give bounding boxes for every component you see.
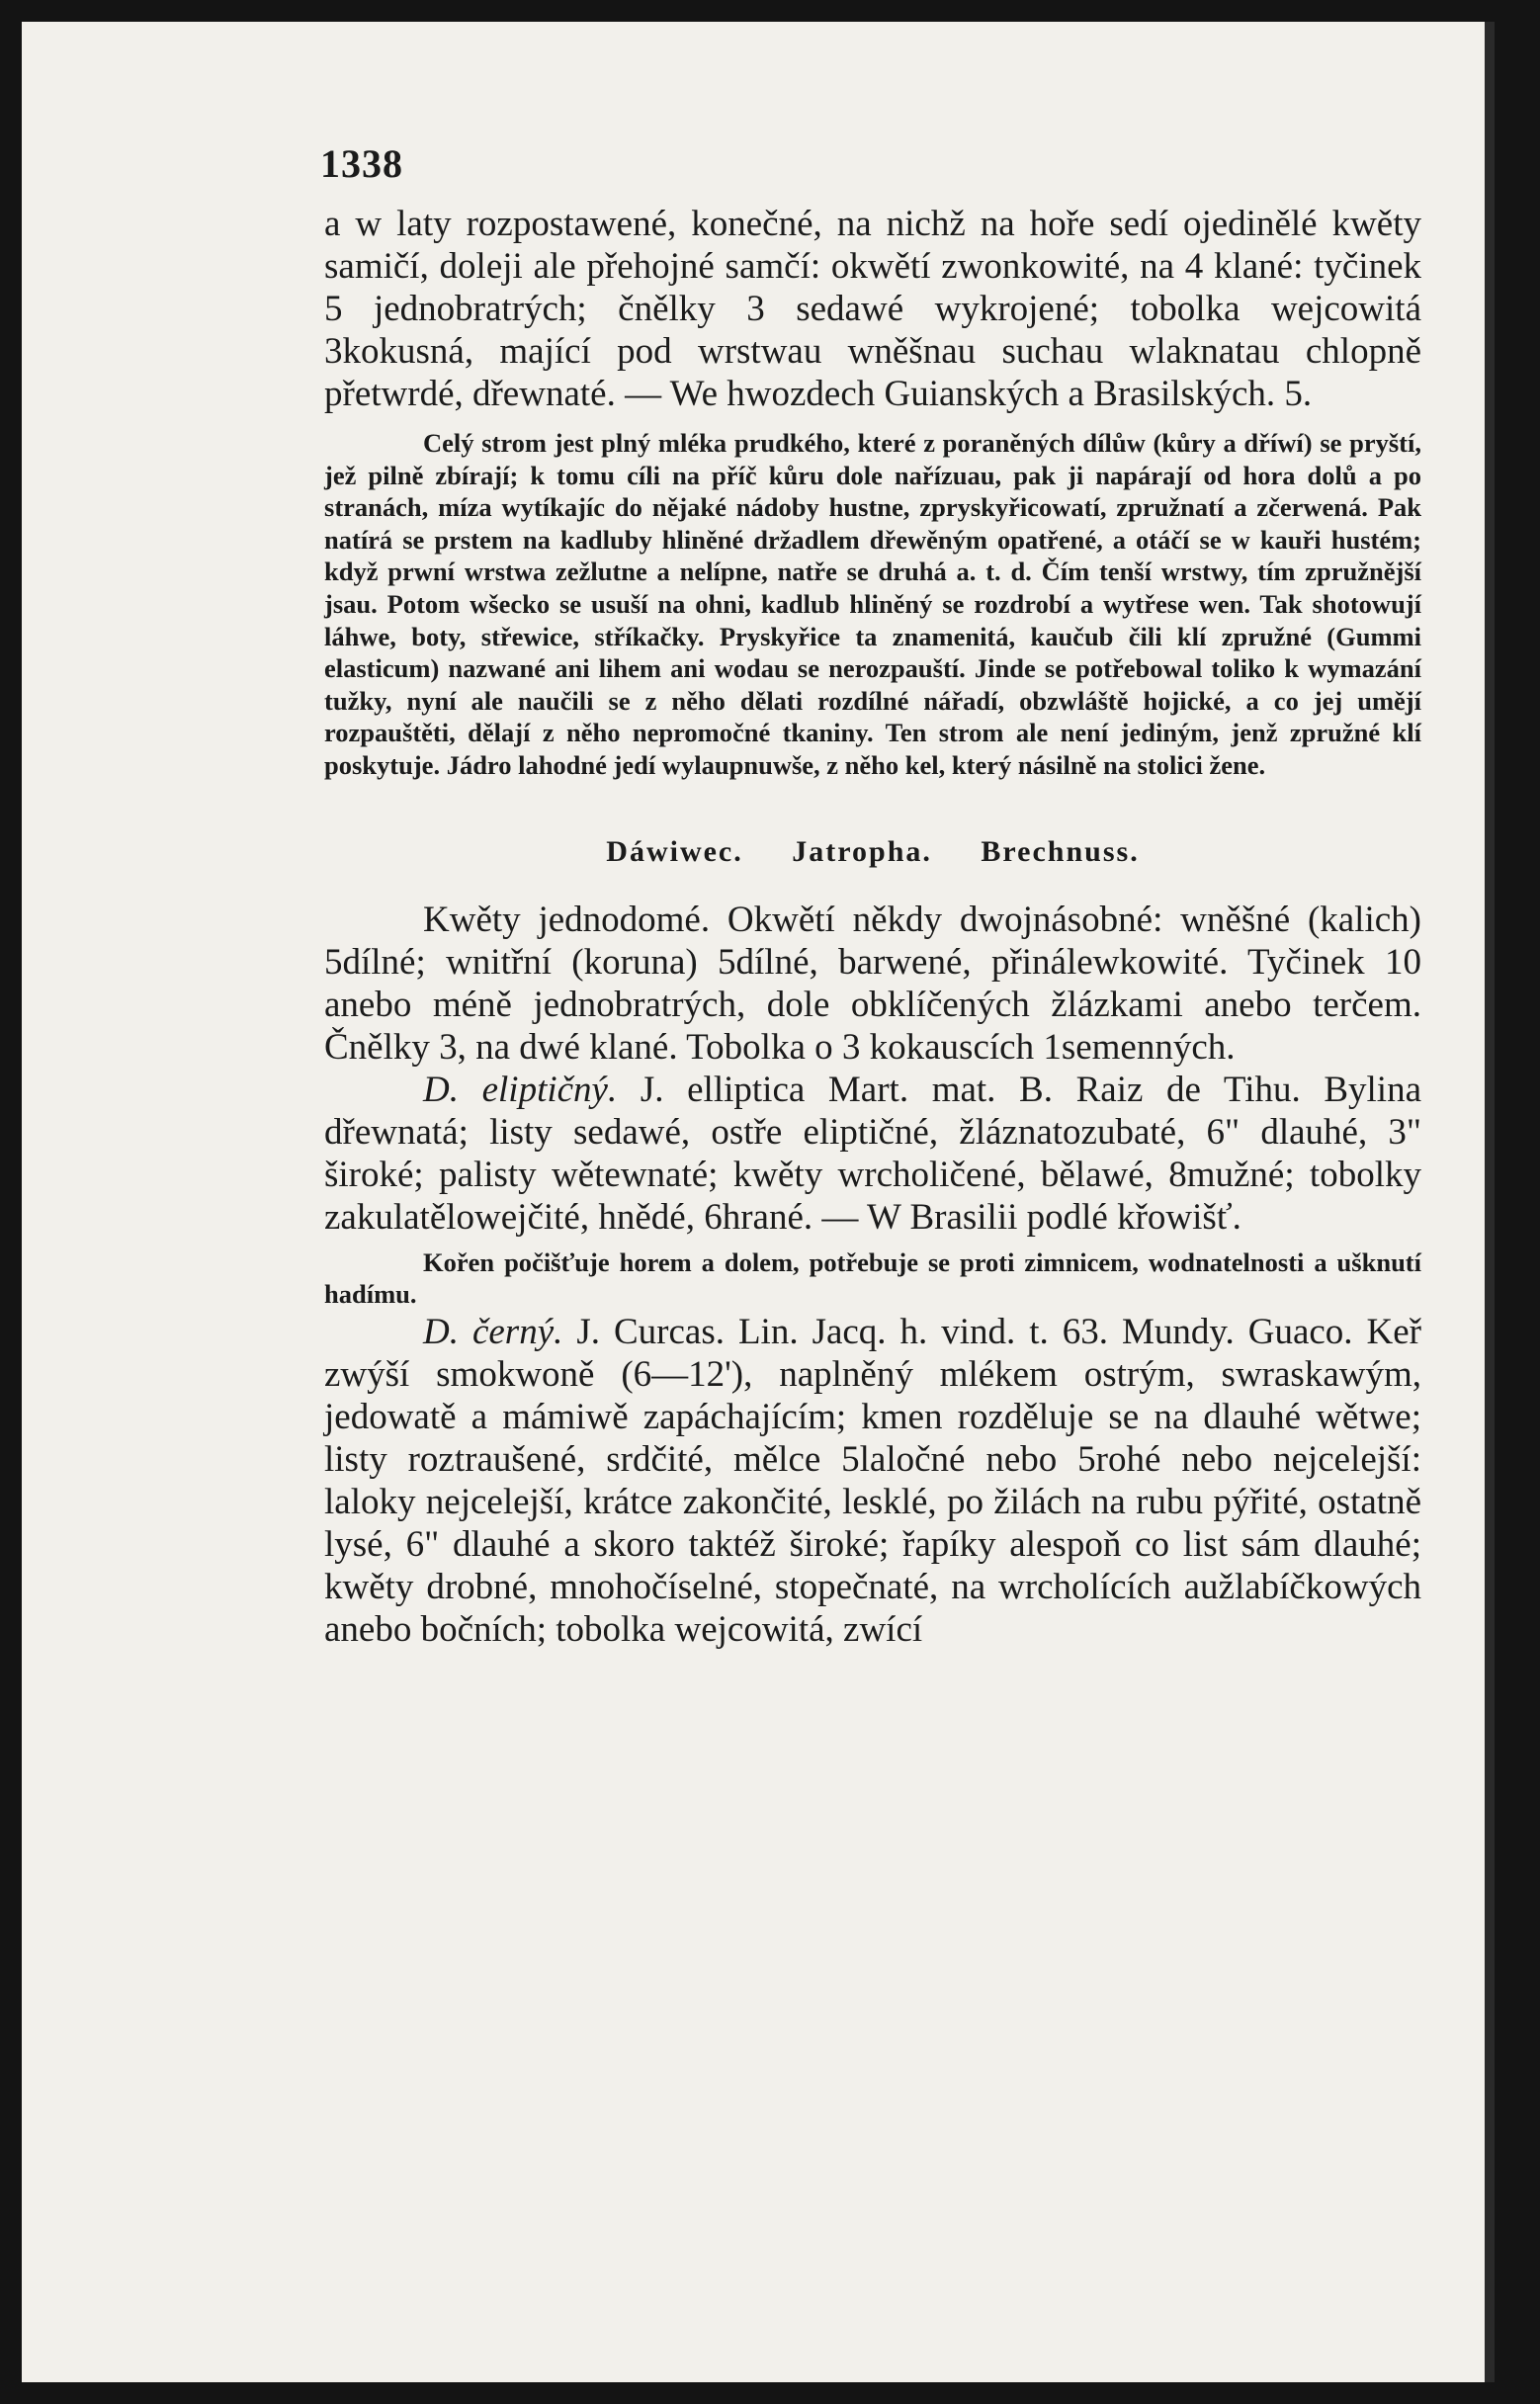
page-number: 1338 — [320, 141, 403, 186]
paragraph-continuation: a w laty rozpostawené, konečné, na nichž na hoře sedí ojedinělé kwěty samičí, doleji ale přehojné samčí: okwětí zwonkowité, na 4 klané: tyčinek 5 jednobratrých; čnělky 3 sedawé wykrojené; tobolka wejcowitá 3kokusná, mající pod wrstwau wněšnau suchau wlaknatau chlopně přetwrdé, dřewnaté. — We hwozdech Guianských a Brasilských. 5. — [324, 204, 1421, 414]
species-text-elliptica: J. elliptica Mart. mat. B. Raiz de Tihu. Bylina dřewnatá; listy sedawé, ostře eliptičné, žláznatozubaté, 6" dlauhé, 3" široké; palisty wětewnaté; kwěty wrcholičené, bělawé, 8mužné; tobolky zakulatělowejčité, hnědé, 6hrané. — W Brasilii podlé křowišť. — [324, 1069, 1421, 1238]
genus-description: Kwěty jednodomé. Okwětí někdy dwojnásobné: wněšné (kalich) 5dílné; wnitřní (koruna) 5dílné, barwené, přinálewkowité. Tyčinek 10 anebo méně jednobratrých, dole obklíčených žlázkami anebo terčem. Čnělky 3, na dwé klané. Tobolka o 3 kokauscích 1semenných. — [324, 899, 1421, 1068]
species-name-curcas: D. černý. — [423, 1311, 563, 1352]
paragraph-note-rubber: Celý strom jest plný mléka prudkého, které z poraněných dílůw (kůry a dříwí) se pryští, jež pilně zbírají; k tomu cíli na příč kůru dole nařízuau, pak ji napárají od hora dolů a po stranách, míza wytíkajíc do nějaké nádoby hustne, zpryskyřicowatí, zpružnatí a zčerwená. Pak natírá se prstem na kadluby hliněné držadlem dřewěným opatřené, a otáčí se w kauři hustém; když prwní wrstwa zežlutne a nelípne, natře se druhá a. t. d. Čím tenší wrstwy, tím zpružnější jsau. Potom wšecko se usuší na ohni, kadlub hliněný se rozdrobí a wytřese wen. Tak shotowují láhwe, boty, střewice, stříkačky. Pryskyřice ta znamenitá, kaučub čili klí zpružné (Gummi elasticum) nazwané ani lihem ani wodau se nerozpauští. Jinde se potřebowal toliko k wymazání tužky, nyní ale naučili se z něho dělati rozdílné nářadí, obzwláště hojické, a co jej umějí rozpauštěti, dělají z něho nepromočné tkaniny. Ten strom ale není jediným, jenž zpružné klí poskytuje. Jádro lahodné jedí wylaupnuwše, z něho kel, který násilně na stolici žene. — [324, 428, 1421, 780]
heading-czech-name: Dáwiwec. — [606, 834, 743, 868]
book-page — [22, 22, 1495, 2382]
genus-heading — [324, 835, 1421, 869]
species-entry-elliptica — [324, 1069, 1421, 1239]
heading-latin-name: Jatropha. — [792, 834, 932, 868]
species-text-curcas: J. Curcas. Lin. Jacq. h. vind. t. 63. Mundy. Guaco. Keř zwýší smokwoně (6—12'), naplněný mlékem ostrým, swraskawým, jedowatě a mámiwě zapáchajícím; kmen rozděluje se na dlauhé wětwe; listy roztraušené, srdčité, mělce 5laločné nebo 5rohé nebo nejcelejší: laloky nejcelejší, krátce zakončité, lesklé, po žilách na rubu pýřité, ostatně lysé, 6" dlauhé a skoro taktéž široké; řapíky alespoň co list sám dlauhé; kwěty drobné, mnohočíselné, stopečnaté, na wrcholících aužlabíčkowých anebo bočních; tobolka wejcowitá, zwící — [324, 1311, 1421, 1650]
heading-german-name: Brechnuss. — [981, 834, 1140, 868]
page-content — [320, 140, 1421, 1651]
species-entry-curcas — [324, 1311, 1421, 1651]
species-name-elliptica: D. eliptičný. — [423, 1069, 618, 1110]
paragraph-note-root: Kořen počišťuje horem a dolem, potřebuje se proti zimnicem, wodnatelnosti a ušknutí hadímu. — [324, 1246, 1421, 1310]
